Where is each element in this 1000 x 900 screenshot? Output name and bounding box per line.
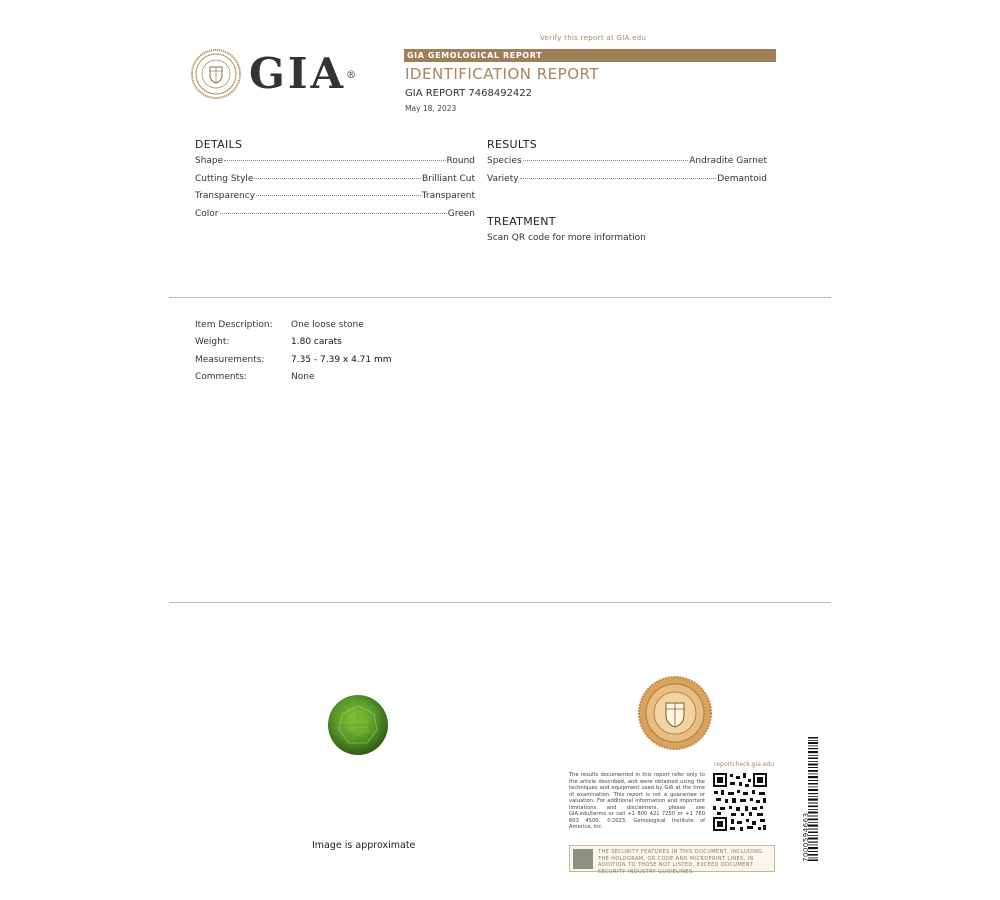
desc-row-measurements: Measurements: 7.35 - 7.39 x 4.71 mm [195,354,392,365]
disclaimer-text: The results documented in this report refer only to the article described, and were obtained using the techniques and equipment used by GIA at the time of examination. This report is not a guarantee or valuation. For additional information and important limitations and disclaimers, please see GIA.edu/terms or call +1 800 421 7250 or +1 760 603 4500. ©2023, Gemological Institute of America, Inc. [569,772,705,830]
security-text: THE SECURITY FEATURES IN THIS DOCUMENT, INCLUDING THE HOLOGRAM, QR CODE AND MICROPRINT LINES, IN ADDITION TO THOSE NOT LISTED, EXCEED DOCUMENT SECURITY INDUSTRY GUIDELINES. [598,849,763,875]
results-row-variety: Variety Demantoid [487,173,767,184]
results-row-species: Species Andradite Garnet [487,156,767,166]
verify-text: Verify this report at GIA.edu [540,34,647,42]
security-features-box [569,845,775,875]
gia-hologram-seal-icon [638,676,712,750]
details-row-color: Color Green [195,208,475,219]
serial-number: 7000594663 [802,812,810,862]
results-list [487,156,767,191]
divider-middle [169,602,831,603]
qr-code[interactable] [712,772,768,832]
gemstone-image [327,694,389,756]
report-header-bar: GIA GEMOLOGICAL REPORT [404,49,776,62]
divider-top [169,297,831,298]
details-list [195,156,475,226]
details-row-transparency: Transparency Transparent [195,191,475,201]
desc-row-item: Item Description: One loose stone [195,320,364,330]
gia-seal-icon [191,49,241,99]
item-description-table [195,320,392,389]
results-title: RESULTS [487,138,538,151]
treatment-note: Scan QR code for more information [487,233,646,243]
desc-row-comments: Comments: None [195,371,315,382]
details-row-shape: Shape Round [195,156,475,166]
report-type: IDENTIFICATION REPORT [405,65,600,83]
image-caption: Image is approximate [312,840,416,851]
details-row-cutting-style: Cutting Style Brilliant Cut [195,173,475,184]
desc-row-weight: Weight: 1.80 carats [195,337,342,348]
details-title: DETAILS [195,138,243,151]
lock-icon [573,849,593,869]
treatment-title: TREATMENT [487,215,556,228]
gia-logo-text: GIA® [249,49,360,98]
report-number: GIA REPORT 7468492422 [405,88,533,99]
reportcheck-url[interactable]: reportcheck.gia.edu [714,761,775,768]
report-date: May 18, 2023 [405,104,457,113]
